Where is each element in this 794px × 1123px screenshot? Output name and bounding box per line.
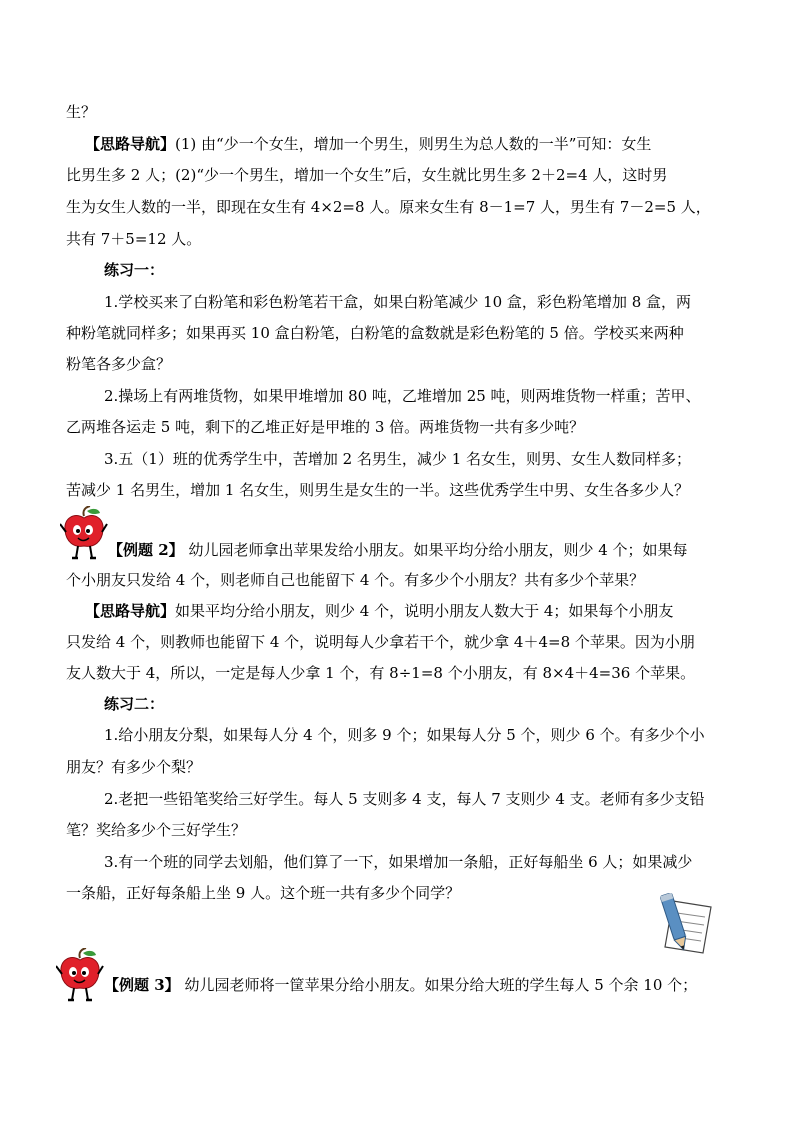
text-line: 比男生多 2 人；(2)“少一个男生，增加一个女生”后，女生就比男生多 2＋2=4 人，这时男: [66, 166, 668, 184]
text-line: 一条船，正好每条船上坐 9 人。这个班一共有多少个同学？: [66, 884, 461, 902]
text-line: 友人数大于 4，所以，一定是每人少拿 1 个，有 8÷1=8 个小朋友，有 8×4＋4=36 个苹果。: [66, 664, 696, 682]
text-line: 2.操场上有两堆货物，如果甲堆增加 80 吨，乙堆增加 25 吨，则两堆货物一样重；苦甲、: [104, 387, 701, 405]
text-line: 1.学校买来了白粉笔和彩色粉笔若干盒，如果白粉笔减少 10 盒，彩色粉笔增加 8 盒，两: [104, 293, 692, 311]
text-line: 【例题 2】 幼儿园老师拿出苹果发给小朋友。如果平均分给小朋友，则少 4 个；如果每: [108, 541, 688, 559]
text-line: 【例题 3】 幼儿园老师将一筐苹果分给小朋友。如果分给大班的学生每人 5 个余 10 个；: [104, 976, 698, 994]
section-label: 【思路导航】: [85, 135, 176, 153]
apple-mascot-icon: [56, 948, 104, 1004]
text-line: 粉笔各多少盒？: [66, 355, 172, 373]
example-label: 【例题 3】: [104, 976, 180, 994]
text-line: 只发给 4 个，则教师也能留下 4 个，说明每人少拿若干个，就少拿 4＋4=8 个苹果。因为小朋: [66, 633, 695, 651]
section-label: 练习一：: [104, 261, 165, 279]
example-label: 【例题 2】: [108, 541, 184, 559]
text-line: 2.老把一些铅笔奖给三好学生。每人 5 支则多 4 支，每人 7 支则少 4 支。老师有多少支铅: [104, 790, 705, 808]
text-line: 朋友？有多少个梨？: [66, 758, 202, 776]
section-label: 【思路导航】: [85, 602, 176, 620]
text-line: 【思路导航】如果平均分给小朋友，则少 4 个，说明小朋友人数大于 4；如果每个小朋友: [85, 602, 674, 620]
text-line: 生为女生人数的一半，即现在女生有 4×2=8 人。原来女生有 8－1=7 人，男生有 7－2=5 人，: [66, 198, 711, 216]
apple-mascot-icon: [60, 506, 108, 562]
text-line: 3.五（1）班的优秀学生中，苦增加 2 名男生，减少 1 名女生，则男、女生人数同样多；: [104, 450, 692, 468]
section-label: 练习二：: [104, 695, 165, 713]
text-line: 3.有一个班的同学去划船，他们算了一下，如果增加一条船，正好每船坐 6 人；如果减少: [104, 853, 693, 871]
text-line: [104, 694, 794, 714]
text-line: 乙两堆各运走 5 吨，剩下的乙堆正好是甲堆的 3 倍。两堆货物一共有多少吨？: [66, 418, 585, 436]
text-line: 个小朋友只发给 4 个，则老师自己也能留下 4 个。有多少个小朋友？共有多少个苹果？: [66, 571, 645, 589]
text-line: 种粉笔就同样多；如果再买 10 盒白粉笔，白粉笔的盒数就是彩色粉笔的 5 倍。学校买来两种: [66, 324, 684, 342]
text-line: 1.给小朋友分梨，如果每人分 4 个，则多 9 个；如果每人分 5 个，则少 6 个。有多少个小: [104, 726, 705, 744]
text-line: 生？: [66, 103, 97, 121]
text-line: [104, 260, 794, 280]
text-line: 笔？奖给多少个三好学生？: [66, 821, 247, 839]
text-line: 苦减少 1 名男生，增加 1 名女生，则男生是女生的一半。这些优秀学生中男、女生各多少人？: [66, 481, 690, 499]
text-line: 共有 7＋5=12 人。: [66, 230, 202, 248]
text-line: 【思路导航】(1) 由“少一个女生，增加一个男生，则男生为总人数的一半”可知：女生: [85, 135, 652, 153]
